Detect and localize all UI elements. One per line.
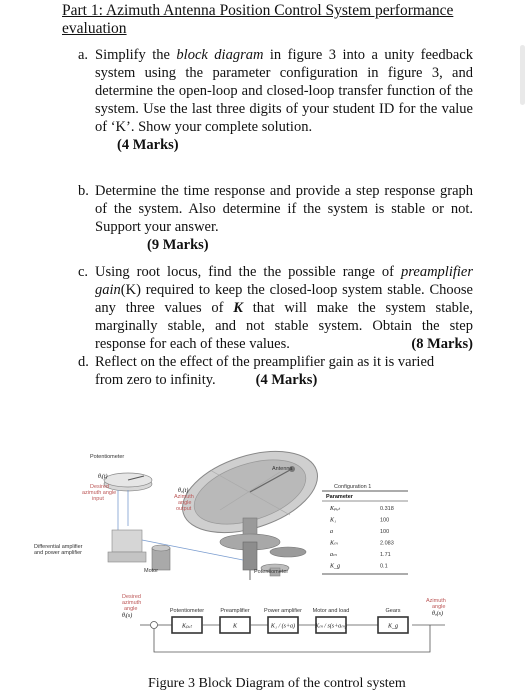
input-label: azimuth (122, 600, 142, 606)
emphasis-text: block diagram (176, 47, 264, 63)
azimuth-output-label: angle (178, 500, 192, 506)
question-c (78, 263, 473, 353)
question-text: Using root locus, find the the possible range of (95, 264, 402, 280)
input-label: angle (124, 606, 138, 612)
question-label: b. (78, 183, 89, 199)
question-d (78, 353, 473, 389)
table-param-cell: aₘ (330, 552, 337, 558)
table-value-cell: 0.1 (380, 563, 388, 570)
theta-o-label: θₒ(t) (178, 488, 189, 494)
azimuth-output-label: Azimuth (174, 494, 194, 500)
question-text: from zero to infinity. (95, 372, 216, 388)
desired-input-label: input (92, 496, 104, 502)
question-a (78, 46, 473, 154)
block-content: K (232, 623, 238, 630)
table-param-cell: Kₘ (330, 540, 338, 547)
potentiometer-label: Potentiometer (90, 454, 125, 460)
desired-input-label: azimuth angle (82, 490, 117, 496)
summing-junction (151, 622, 158, 629)
block-diagram (122, 594, 446, 652)
table-param-cell: K_g (330, 563, 341, 570)
block-content: K₁ / (s+a) (270, 623, 296, 630)
block-title: Motor and load (312, 608, 350, 614)
figure-caption: Figure 3 Block Diagram of the control system (148, 676, 406, 691)
configuration-table (322, 484, 408, 574)
scrollbar[interactable] (520, 45, 525, 105)
block-title: Power amplifier (264, 608, 302, 614)
table-header: Parameter (326, 494, 353, 500)
diff-amp-label: Differential amplifier (34, 544, 83, 550)
table-param-cell: Kₚₒₜ (330, 506, 341, 512)
question-text: Determine the time response and provide a step response graph of the system. Also determine if the system is stable or not. Support your answer. (95, 183, 473, 235)
question-text: in figure 3 into a unity feedback system using the parameter configuration in figure 3, and determine the open-loop and closed-loop transfer function of the system. Use the last three digits of your student ID for the value of ‘K’. Show your complete solution. (95, 47, 473, 135)
table-param-cell: a (330, 529, 333, 535)
block-content: K_g (387, 623, 399, 630)
emphasis-text: preamplifier gain (95, 264, 473, 298)
block-content: Kₚₒₜ (181, 623, 193, 630)
table-title: Configuration 1 (334, 484, 372, 490)
question-text: that will make the system stable, marginally stable, and not stable system. Obtain the step response for each of these values. (95, 300, 473, 352)
input-symbol: θᵢ(s) (122, 613, 133, 619)
emphasis-text: K (233, 300, 243, 316)
marks-label: (4 Marks) (117, 137, 179, 153)
azimuth-output-label: output (176, 506, 192, 512)
input-label: Desired (122, 594, 141, 600)
output-label: Azimuth (426, 598, 446, 604)
output-label: angle (432, 604, 446, 610)
block-title: Preamplifier (220, 608, 250, 614)
table-param-cell: K₁ (330, 517, 337, 524)
diff-amp-label: and power amplifier (34, 550, 82, 556)
table-value-cell: 100 (380, 517, 390, 524)
output-symbol: θₒ(s) (432, 611, 443, 617)
question-text: Simplify the (95, 47, 177, 63)
amplifier-illustration (108, 530, 243, 562)
desired-input-label: Desired (90, 484, 109, 490)
question-text: (K) required to keep the closed-loop system stable. Choose any three values of (95, 282, 473, 316)
section-heading: Part 1: Azimuth Antenna Position Control System performance evaluation (62, 2, 454, 37)
motor-illustration (152, 545, 170, 570)
input-potentiometer-illustration (104, 473, 152, 535)
potentiometer-label: Potentiometer (254, 569, 289, 575)
question-label: d. (78, 354, 89, 370)
antenna-figure (34, 430, 470, 675)
motor-label: Motor (144, 568, 159, 574)
block-title: Potentiometer (169, 608, 205, 614)
antenna-label: Antenna (272, 466, 293, 472)
marks-label: (4 Marks) (255, 372, 318, 388)
question-label: a. (78, 47, 89, 63)
theta-i-label: θᵢ(t) (98, 474, 108, 480)
block-content: Kₘ / s(s+aₘ) (315, 623, 347, 630)
block-title: Gears (385, 608, 401, 614)
question-b (78, 182, 473, 254)
table-value-cell: 0.318 (380, 506, 394, 512)
question-text: Reflect on the effect of the preamplifier gain as it is varied (95, 354, 435, 370)
marks-label: (9 Marks) (147, 237, 209, 253)
table-value-cell: 2.083 (380, 540, 394, 547)
marks-label: (8 Marks) (411, 336, 473, 352)
table-value-cell: 100 (380, 529, 390, 535)
question-label: c. (78, 264, 89, 280)
table-value-cell: 1.71 (380, 552, 391, 558)
dish-antenna-illustration (172, 436, 327, 580)
